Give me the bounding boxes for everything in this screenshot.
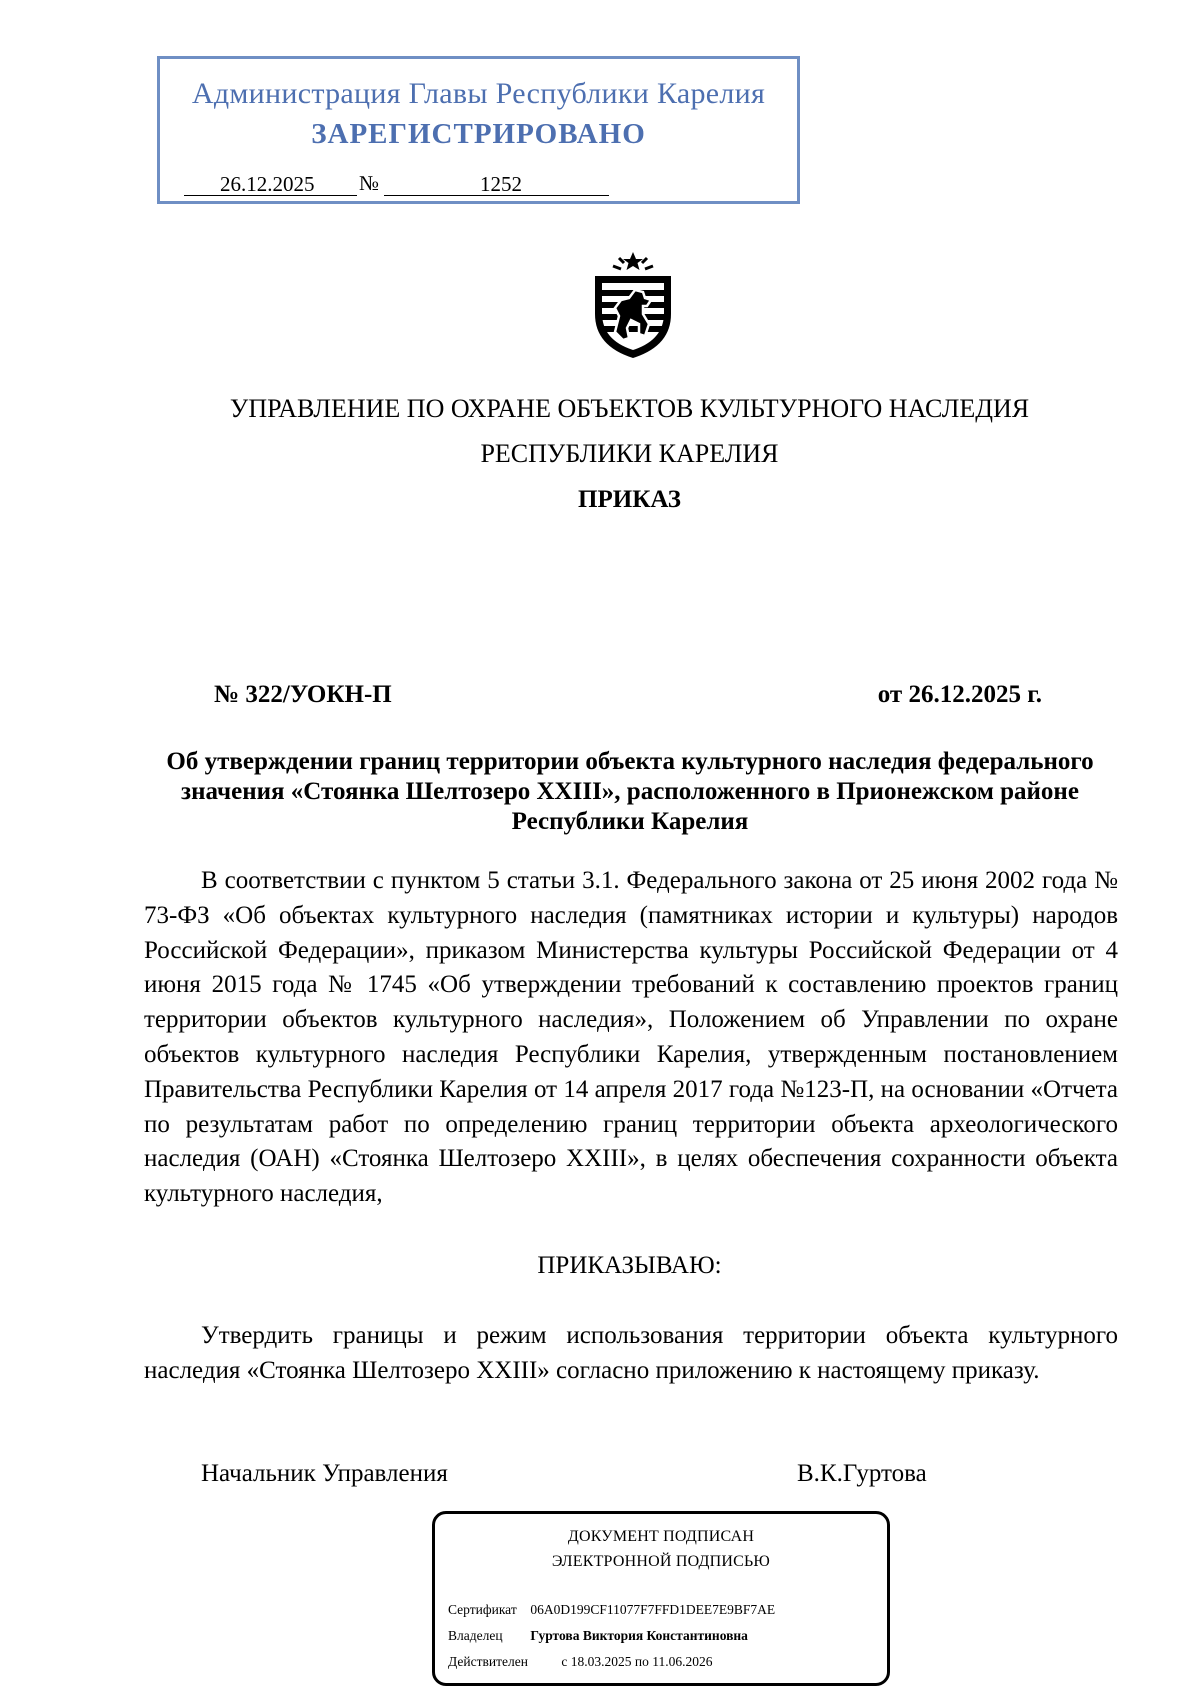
esig-valid-from-prefix: с — [561, 1654, 568, 1669]
esig-valid-to: 11.06.2026 — [652, 1654, 713, 1669]
registration-number-label: № — [359, 171, 380, 195]
signer-position: Начальник Управления — [201, 1460, 448, 1487]
document-type: ПРИКАЗ — [578, 486, 681, 513]
esig-validity-label: Действителен — [448, 1654, 528, 1669]
karelia-coat-of-arms-icon — [585, 250, 681, 360]
signer-name: В.К.Гуртова — [797, 1460, 927, 1487]
order-decision-paragraph: Утвердить границы и режим использования территории объекта культурного наследия «Стоянка Шелтозеро XXIII» согласно приложению к настоящему приказу. — [144, 1322, 1118, 1384]
organization-name-line1: УПРАВЛЕНИЕ ПО ОХРАНЕ ОБЪЕКТОВ КУЛЬТУРНОГО НАСЛЕДИЯ — [229, 394, 1030, 423]
registration-date: 26.12.2025 — [220, 172, 315, 196]
esig-certificate-value: 06A0D199CF11077F7FFD1DEE7E9BF7AE — [530, 1602, 776, 1617]
organization-name-line2: РЕСПУБЛИКИ КАРЕЛИЯ — [480, 439, 779, 468]
esig-owner-row — [448, 1628, 748, 1644]
electronic-signature-stamp — [432, 1511, 890, 1686]
registration-stamp-status: ЗАРЕГИСТРИРОВАНО — [311, 118, 646, 150]
registration-stamp-authority: Администрация Главы Республики Карелия — [191, 77, 766, 110]
order-command: ПРИКАЗЫВАЮ: — [537, 1252, 722, 1279]
esig-certificate-label: Сертификат — [448, 1602, 517, 1617]
order-date: от 26.12.2025 г. — [877, 681, 1042, 708]
registration-number: 1252 — [480, 172, 522, 196]
esig-valid-from: 18.03.2025 — [570, 1654, 632, 1669]
esig-header-line1: ДОКУМЕНТ ПОДПИСАН — [567, 1528, 755, 1545]
esig-owner-label: Владелец — [448, 1628, 503, 1643]
esig-owner-value: Гуртова Виктория Константиновна — [530, 1628, 748, 1643]
esig-certificate-row — [448, 1602, 775, 1618]
esig-validity-row — [448, 1654, 712, 1670]
esig-header-line2: ЭЛЕКТРОННОЙ ПОДПИСЬЮ — [551, 1553, 771, 1570]
order-preamble-paragraph: В соответствии с пунктом 5 статьи 3.1. Федерального закона от 25 июня 2002 года № 73-ФЗ «Об объектах культурного наследия (памятниках истории и культуры) народов Российской Федерации», приказом Министерства культуры Российской Федерации от 4 июня 2015 года № 1745 «Об утверждении требований к составлению проектов границ территории объектов культурного наследия», Положением об Управлении по охране объектов культурного наследия Республики Карелия, утвержденным постановлением Правительства Республики Карелия от 14 апреля 2017 года №123-П, на основании «Отчета по результатам работ по определению границ территории объекта археологического наследия (ОАН) «Стоянка Шелтозеро XXIII», в целях обеспечения сохранности объекта культурного наследия, — [144, 867, 1118, 1208]
esig-valid-to-prefix: по — [634, 1654, 649, 1669]
registration-stamp — [157, 56, 800, 204]
order-title: Об утверждении границ территории объекта культурного наследия федерального значения «Стоянка Шелтозеро XXIII», расположенного в Прионежском районе Республики Карелия — [166, 748, 1094, 835]
order-number: № 322/УОКН-П — [214, 681, 392, 708]
